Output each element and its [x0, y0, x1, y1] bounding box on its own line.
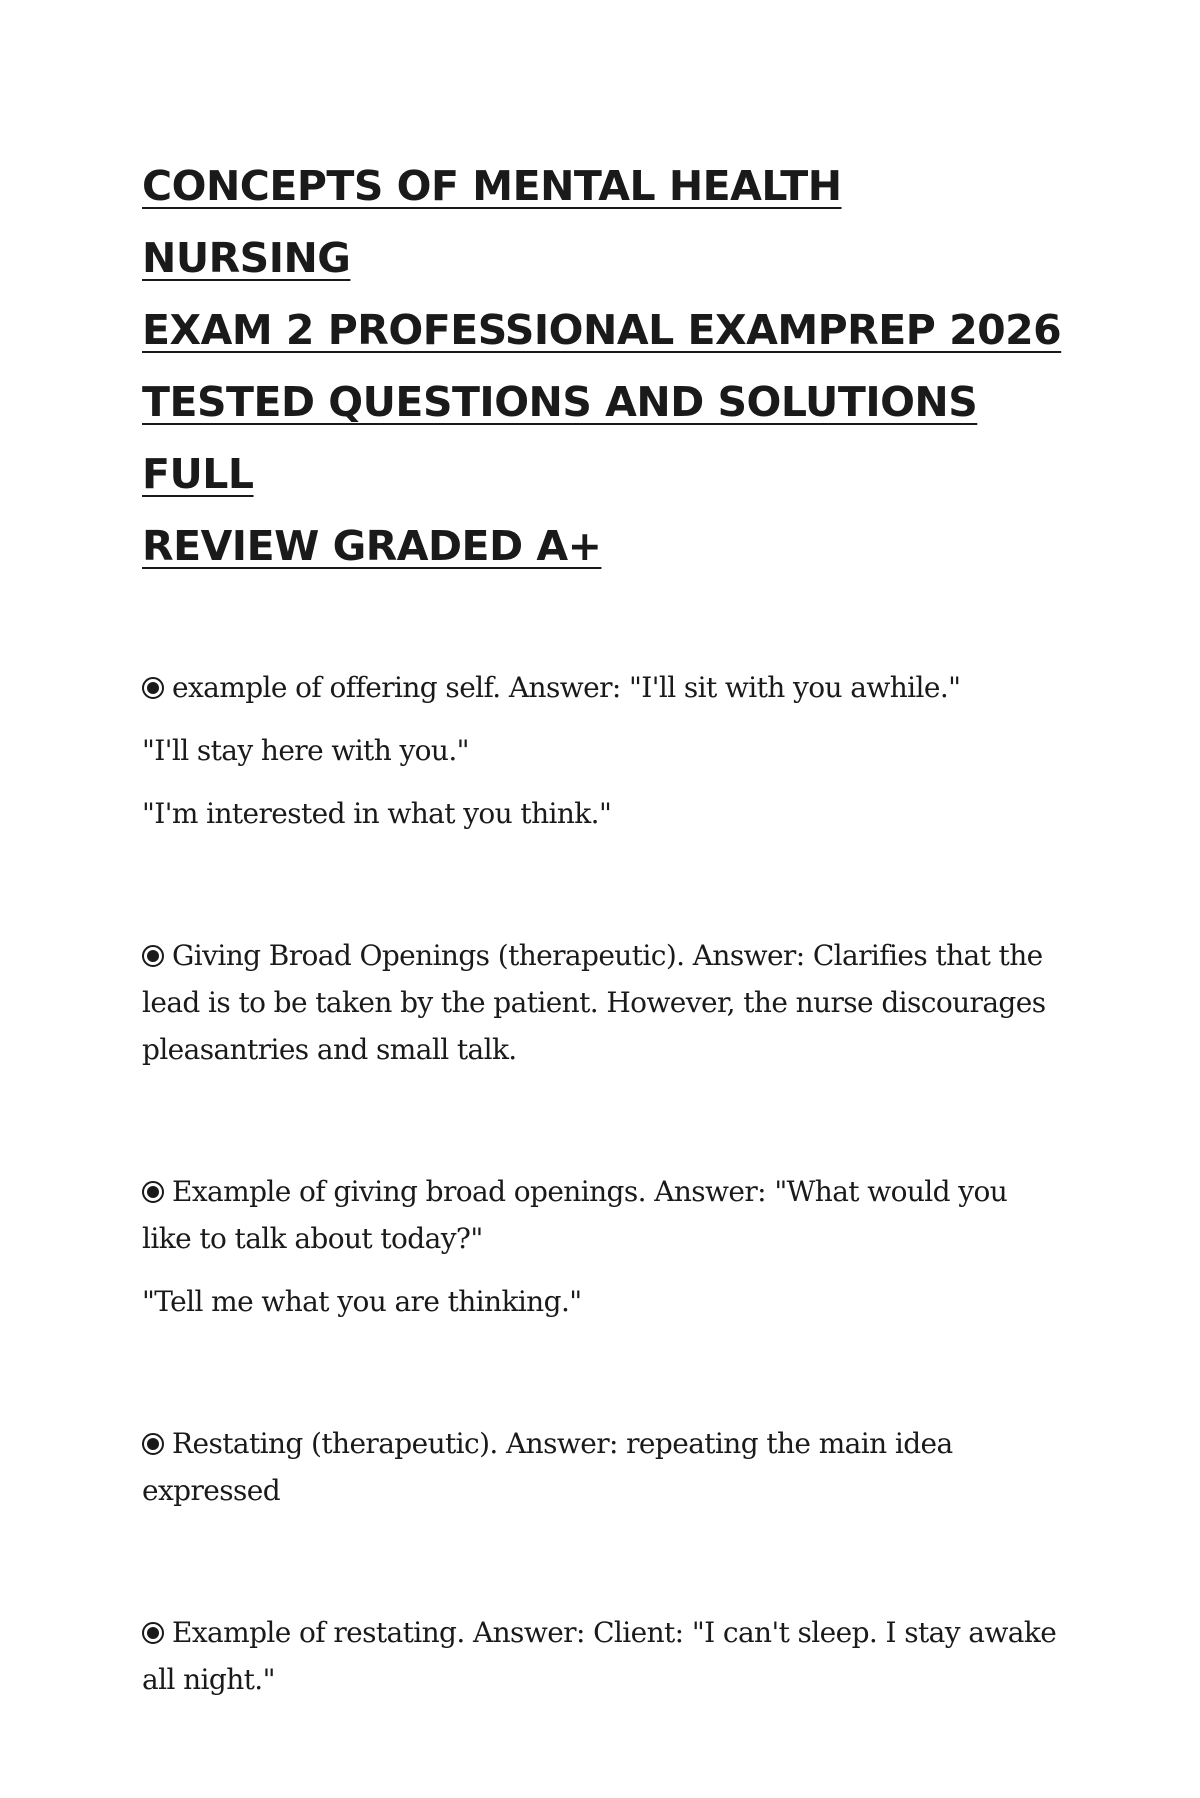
radio-bullet-icon — [142, 1181, 164, 1203]
answer-label: Answer: — [506, 1427, 618, 1460]
radio-bullet-icon — [142, 945, 164, 967]
document-title — [142, 150, 1062, 582]
qa-item-restating — [142, 1420, 1062, 1514]
question-text: example of offering self. — [172, 671, 501, 704]
qa-question-line — [142, 664, 1062, 711]
title-line: TESTED QUESTIONS AND SOLUTIONS FULL — [142, 378, 978, 498]
qa-question-line — [142, 1609, 1062, 1703]
qa-question-line — [142, 1420, 1062, 1514]
qa-question-line — [142, 1168, 1062, 1262]
title-line: EXAM 2 PROFESSIONAL EXAMPREP 2026 — [142, 306, 1062, 354]
question-text: Restating (therapeutic). — [172, 1427, 498, 1460]
answer-extra-line: "I'm interested in what you think." — [142, 797, 612, 830]
question-text: Giving Broad Openings (therapeutic). — [172, 939, 685, 972]
radio-bullet-icon — [142, 677, 164, 699]
answer-label: Answer: — [508, 671, 621, 704]
answer-extra-line: "I'll stay here with you." — [142, 734, 469, 767]
answer-text: "What would you like to talk about today?" — [142, 1175, 1008, 1255]
radio-bullet-icon — [142, 1433, 164, 1455]
title-line: CONCEPTS OF MENTAL HEALTH NURSING — [142, 162, 842, 282]
answer-label: Answer: — [692, 939, 805, 972]
title-line: REVIEW GRADED A+ — [142, 522, 602, 570]
document-page — [142, 150, 1062, 1798]
qa-item-giving-broad-openings — [142, 932, 1062, 1073]
question-text: Example of restating. — [172, 1616, 465, 1649]
answer-extra-line: "Tell me what you are thinking." — [142, 1285, 582, 1318]
qa-question-line — [142, 932, 1062, 1073]
answer-text: Client: "I can't sleep. I stay awake all night." — [142, 1616, 1057, 1696]
qa-item-restating-example — [142, 1609, 1062, 1703]
question-text: Example of giving broad openings. — [172, 1175, 646, 1208]
qa-item-broad-openings-example — [142, 1168, 1062, 1325]
answer-text: repeating the main idea expressed — [142, 1427, 953, 1507]
answer-label: Answer: — [654, 1175, 766, 1208]
qa-item-offering-self-example — [142, 664, 1062, 837]
radio-bullet-icon — [142, 1622, 164, 1644]
answer-text: Clarifies that the lead is to be taken by the patient. However, the nurse discourages pleasantries and small talk. — [142, 939, 1046, 1066]
answer-text: "I'll sit with you awhile." — [629, 671, 961, 704]
answer-label: Answer: — [473, 1616, 585, 1649]
